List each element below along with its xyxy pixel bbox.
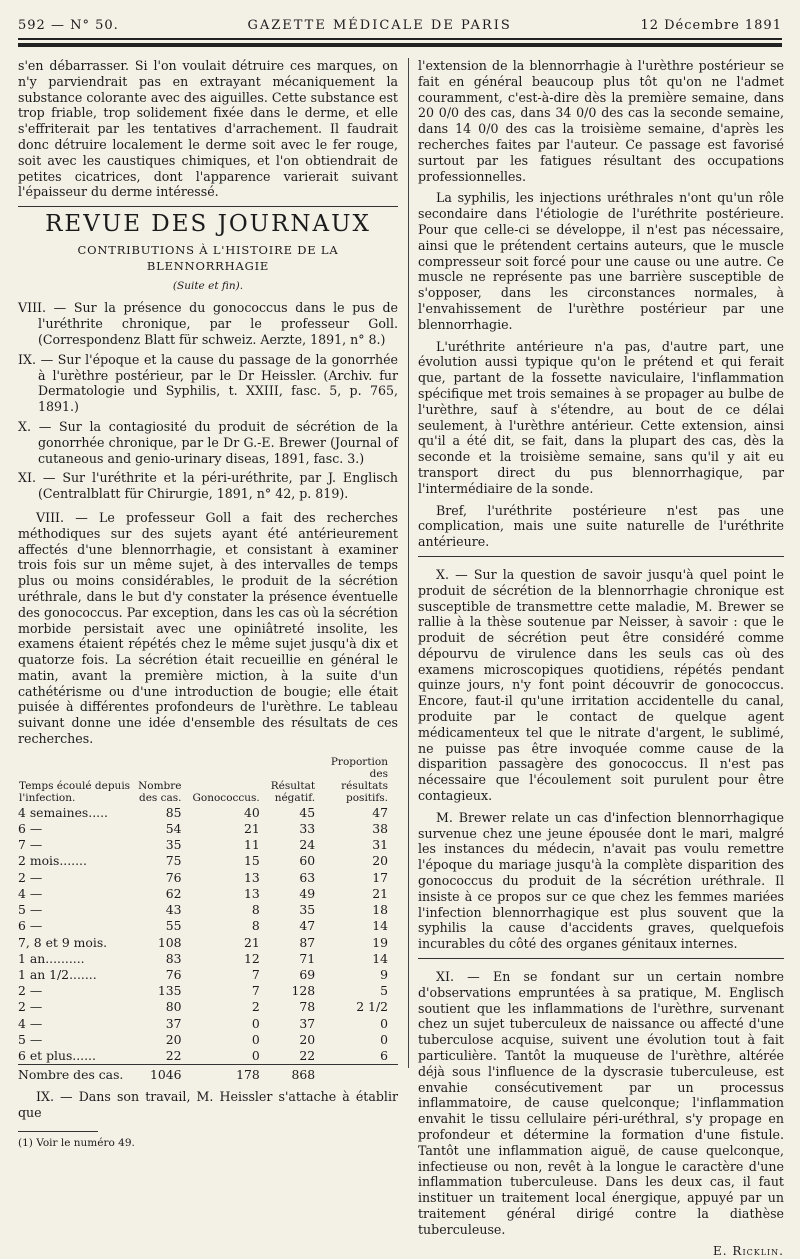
table-cell: 6 bbox=[380, 1047, 388, 1063]
table-cell: 47 bbox=[372, 804, 388, 820]
table-cell: 1046 bbox=[137, 1065, 191, 1084]
table-header-cell: Gonococcus. bbox=[192, 791, 260, 804]
table-cell: 13 bbox=[243, 869, 260, 885]
paragraph-ix-cont: l'extension de la blennorrhagie à l'urèthre postérieur se fait en général beaucoup plus tôt qu'on ne l'admet couramment, c'est-à-dire dès la première semaine, dans 20 0/0 des cas, dans 34 0/0 des cas la seconde semaine, dans 14 0/0 des cas la troisième semaine, d'après les recherches faites par l'auteur. Ce passage est favorisé surtout par les fatigues résultant des occupations professionnelles. bbox=[418, 58, 784, 184]
table-cell: 45 bbox=[299, 804, 316, 820]
table-header-cell: Résultat négatif. bbox=[270, 779, 316, 804]
table-cell: 2 bbox=[251, 999, 260, 1015]
table-cell: 69 bbox=[299, 966, 316, 982]
section-divider bbox=[18, 206, 398, 207]
header-journal-title: GAZETTE MÉDICALE DE PARIS bbox=[247, 17, 512, 33]
table-cell: 5 bbox=[380, 983, 388, 999]
paragraph-ix: IX. — Dans son travail, M. Heissler s'attache à établir que bbox=[18, 1089, 398, 1121]
table-cell: 0 bbox=[251, 1047, 260, 1063]
table-cell: 49 bbox=[299, 885, 316, 901]
table-header-cell: Temps écoulé depuis l'infection. bbox=[19, 779, 131, 804]
table-row bbox=[18, 1032, 398, 1048]
table-cell: 20 bbox=[299, 1031, 316, 1047]
table-header-row bbox=[18, 755, 398, 805]
table-cell: 8 bbox=[251, 918, 260, 934]
suite-note: (Suite et fin). bbox=[172, 279, 244, 292]
table-cell: 83 bbox=[165, 950, 182, 966]
table-row bbox=[18, 1048, 398, 1065]
reference-viii: VIII. — Sur la présence du gonococcus dans le pus de l'uréthrite chronique, par le professeur Goll. (Correspondenz Blatt für schweiz. Aerzte, 1891, n° 8.) bbox=[18, 300, 398, 347]
table-cell: 85 bbox=[165, 804, 182, 820]
table-cell: 38 bbox=[372, 821, 388, 837]
table-cell: 19 bbox=[372, 934, 388, 950]
table-cell: 6 — bbox=[18, 821, 43, 837]
table-cell: 5 — bbox=[18, 902, 43, 918]
table-cell: 22 bbox=[299, 1047, 316, 1063]
table-cell: 9 bbox=[380, 966, 388, 982]
table-row bbox=[18, 935, 398, 951]
table-cell: 2 — bbox=[18, 983, 43, 999]
table-cell: 6 — bbox=[18, 918, 43, 934]
table-cell: 17 bbox=[372, 869, 388, 885]
paragraph-syphilis: La syphilis, les injections uréthrales n'ont qu'un rôle secondaire dans l'étiologie de l'uréthrite postérieure. Pour que celle-ci se développe, il n'est pas nécessaire, ainsi que le prétendent certains auteurs, que le muscle compresseur soit forcé pour une cause ou une autre. Ce muscle ne représente pas une barrière susceptible de s'opposer, dans les circonstances normales, à l'envahissement de l'urèthre postérieur par une blennorrhagie. bbox=[418, 190, 784, 332]
header-date: 12 Décembre 1891 bbox=[640, 17, 782, 33]
table-cell: 868 bbox=[270, 1065, 325, 1084]
table-cell: 7 bbox=[251, 983, 260, 999]
paragraph-tattoo-end: s'en débarrasser. Si l'on voulait détruire ces marques, on n'y parviendrait pas en extrayant mécaniquement la substance colorante avec des aiguilles. Cette substance est trop friable, trop solidement fixée dans le derme, et elle s'effriterait par les tentatives d'arrachement. Il faudrait donc détruire localement le derme soit avec le fer rouge, soit avec les caustiques chimiques, et l'on obtiendrait de petites cicatrices, dont l'apparence varierait suivant l'épaisseur du derme intéressé. bbox=[18, 58, 398, 200]
header-rule-thick bbox=[18, 43, 782, 47]
table-cell: 37 bbox=[299, 1015, 316, 1031]
reference-x: X. — Sur la contagiosité du produit de sécrétion de la gonorrhée chronique, par le Dr G.-E. Brewer (Journal of cutaneous and genio-urinary diseas, 1891, fasc. 3.) bbox=[18, 418, 398, 466]
table-cell: 128 bbox=[291, 983, 316, 999]
table-cell: 43 bbox=[165, 902, 182, 918]
table-cell: 54 bbox=[165, 821, 182, 837]
table-cell: 2 — bbox=[18, 869, 43, 885]
table-cell: 20 bbox=[165, 1031, 182, 1047]
table-row bbox=[18, 886, 398, 902]
table-cell: 2 1/2 bbox=[356, 999, 388, 1015]
table-row bbox=[18, 1016, 398, 1032]
paragraph-anterior: L'uréthrite antérieure n'a pas, d'autre part, une évolution aussi typique qu'on le prétend et qui ferait que, partant de la fossette naviculaire, l'inflammation spécifique met trois semaines à se propager au bulbe de l'urèthre, sauf à s'étendre, au bout de ce délai seulement, à l'urèthre antérieur. Cette extension, ainsi qu'il a été dit, se fait, dans la plupart des cas, dès la seconde et la troisième semaine, sans qu'il y ait eu transport direct du pus blennorrhagique, par l'intermédiaire de la sonde. bbox=[418, 338, 784, 496]
table-cell: 71 bbox=[299, 950, 316, 966]
table-cell: 21 bbox=[372, 885, 388, 901]
table-cell: 63 bbox=[299, 869, 316, 885]
table-cell: 80 bbox=[165, 999, 182, 1015]
table-row bbox=[18, 951, 398, 967]
table-cell bbox=[325, 1065, 398, 1084]
table-cell: 13 bbox=[243, 885, 260, 901]
table-cell: 21 bbox=[243, 821, 260, 837]
header-page-number: 592 — N° 50. bbox=[18, 17, 119, 33]
table-cell: 15 bbox=[243, 853, 260, 869]
paragraph-conclusion: Bref, l'uréthrite postérieure n'est pas une complication, mais une suite naturelle de l'uréthrite antérieure. bbox=[418, 502, 784, 550]
table-header-cell: Proportion des résultats positifs. bbox=[330, 755, 388, 804]
table-cell: 1 an 1/2....... bbox=[18, 966, 97, 982]
paragraph-x: X. — Sur la question de savoir jusqu'à quel point le produit de sécrétion de la blennorrhagie chronique est susceptible de transmettre cette maladie, M. Brewer se rallie à la thèse soutenue par Neisser, à savoir : que le produit de sécrétion peut être considéré comme dépourvu de virulence dans les seuls cas où des examens microscopiques quotidiens, répétés pendant quinze jours, n'y font point découvrir de gonococcus. Encore, faut-il qu'une irritation accidentelle du canal, produite par le contact de quelque agent médicamenteux tel que le nitrate d'argent, le sublimé, ne puisse pas être invoquée comme cause de la disparition passagère des gonococcus. Il n'est pas nécessaire que l'écoulement soit purulent pour être contagieux. bbox=[418, 566, 784, 804]
table-row bbox=[18, 902, 398, 918]
table-cell: 31 bbox=[372, 837, 388, 853]
table-row bbox=[18, 870, 398, 886]
table-cell: 55 bbox=[165, 918, 182, 934]
table-cell: 7, 8 et 9 mois. bbox=[18, 934, 108, 950]
author-signature: E. Ricklin. bbox=[713, 1243, 784, 1258]
table-cell: 1 an.......... bbox=[18, 950, 85, 966]
table-cell: 4 — bbox=[18, 1015, 43, 1031]
table-cell: 35 bbox=[299, 902, 316, 918]
table-cell: 40 bbox=[243, 804, 260, 820]
table-cell: 78 bbox=[299, 999, 316, 1015]
paragraph-xi: XI. — En se fondant sur un certain nombre d'observations empruntées à sa pratique, M. Englisch soutient que les inflammations de l'urèthre, survenant chez un sujet tuberculeux de naissance ou affecté d'une tuberculose acquise, suivent une évolution tout à fait particulière. Tantôt la muqueuse de l'urèthre, altérée déjà sous l'influence de la dyscrasie tuberculeuse, est envahie consécutivement par un processus inflammatoire, de cause quelconque; l'inflammation envahit le tissu cellulaire péri-uréthral, s'y propage en profondeur et détermine la formation d'une fistule. Tantôt une inflammation aiguë, de cause quelconque, infectieuse ou non, revêt à la longue le caractère d'une inflammation tuberculeuse. Dans les deux cas, il faut instituer un traitement local énergique, appuyé par un traitement général dirigé contre la diathèse tuberculeuse. bbox=[418, 969, 784, 1237]
table-row bbox=[18, 999, 398, 1015]
table-cell: 87 bbox=[299, 934, 316, 950]
table-row bbox=[18, 918, 398, 934]
table-cell: 7 bbox=[251, 966, 260, 982]
table-cell: 18 bbox=[372, 902, 388, 918]
table-cell: 21 bbox=[243, 934, 260, 950]
right-column bbox=[418, 58, 784, 1259]
table-cell: 7 — bbox=[18, 837, 43, 853]
table-cell: 12 bbox=[243, 950, 260, 966]
table-header-cell: Nombre des cas. bbox=[138, 779, 182, 804]
table-cell: 62 bbox=[165, 885, 182, 901]
column-divider bbox=[408, 58, 409, 1068]
section-divider bbox=[418, 556, 784, 557]
reference-xi: XI. — Sur l'uréthrite et la péri-uréthrite, par J. Englisch (Centralblatt für Chirurgie, 1891, n° 42, p. 819). bbox=[18, 470, 398, 502]
table-cell: 60 bbox=[299, 853, 316, 869]
page-header bbox=[18, 14, 782, 36]
table-cell: 35 bbox=[165, 837, 182, 853]
table-cell: 76 bbox=[165, 966, 182, 982]
table-cell: 22 bbox=[165, 1047, 182, 1063]
table-cell: 0 bbox=[380, 1015, 388, 1031]
table-cell: 5 — bbox=[18, 1031, 43, 1047]
table-row bbox=[18, 983, 398, 999]
section-title: REVUE DES JOURNAUX bbox=[45, 211, 371, 238]
table-cell: 14 bbox=[372, 950, 388, 966]
table-cell: 4 — bbox=[18, 885, 43, 901]
table-cell: 14 bbox=[372, 918, 388, 934]
reference-ix: IX. — Sur l'époque et la cause du passage de la gonorrhée à l'urèthre postérieur, par le Dr Heissler. (Archiv. fur Dermatologie und Syphilis, t. XXIII, fasc. 5, p. 765, 1891.) bbox=[18, 351, 398, 415]
table-cell: 11 bbox=[243, 837, 260, 853]
table-cell: 4 semaines..... bbox=[18, 804, 108, 820]
table-cell: 2 mois....... bbox=[18, 853, 87, 869]
table-body bbox=[18, 805, 398, 1065]
paragraph-brewer-case: M. Brewer relate un cas d'infection blennorrhagique survenue chez une jeune épousée dont le mari, malgré les instances du médecin, n'avait pas voulu remettre l'époque du mariage jusqu'à la complète disparition des gonococcus du produit de la sécrétion uréthrale. Il insiste à ce propos sur ce que chez les femmes mariées l'infection blennorrhagique est plus souvent que la syphilis la cause d'accidents graves, quelquefois incurables du côté des organes génitaux internes. bbox=[418, 809, 784, 952]
table-cell: 33 bbox=[299, 821, 316, 837]
table-cell: 0 bbox=[251, 1031, 260, 1047]
section-subtitle: CONTRIBUTIONS À L'HISTOIRE DE LA BLENNORRHAGIE bbox=[77, 242, 339, 273]
table-cell: 75 bbox=[165, 853, 182, 869]
table-row bbox=[18, 837, 398, 853]
left-column bbox=[18, 58, 398, 1152]
footnote: (1) Voir le numéro 49. bbox=[18, 1136, 135, 1149]
table-cell: 76 bbox=[165, 869, 182, 885]
table-row bbox=[18, 967, 398, 983]
table-cell: 24 bbox=[299, 837, 316, 853]
header-rule-thin bbox=[18, 38, 782, 40]
table-cell: 135 bbox=[157, 983, 182, 999]
table-cell: 37 bbox=[165, 1015, 182, 1031]
table-row bbox=[18, 853, 398, 869]
footnote-rule bbox=[18, 1131, 98, 1132]
table-cell: 8 bbox=[251, 902, 260, 918]
table-row bbox=[18, 805, 398, 821]
section-divider bbox=[418, 958, 784, 959]
table-cell: 108 bbox=[157, 934, 182, 950]
table-cell: 0 bbox=[251, 1015, 260, 1031]
table-row bbox=[18, 821, 398, 837]
table-cell: 178 bbox=[192, 1065, 270, 1084]
table-total-row bbox=[18, 1065, 398, 1084]
table-cell: 0 bbox=[380, 1031, 388, 1047]
paragraph-viii: VIII. — Le professeur Goll a fait des recherches méthodiques sur des sujets ayant été antérieurement affectés d'une blennorrhagie, et consistant à examiner trois fois sur un même sujet, à des intervalles de temps plus ou moins considérables, le produit de la sécrétion uréthrale, dans le but d'y constater la présence éventuelle des gonococcus. Par exception, dans les cas où la sécrétion morbide persistait avec une opiniâtreté insolite, les examens étaient répétés chez le même sujet jusqu'à dix et quatorze fois. La sécrétion était recueillie en général le matin, avant la première miction, à la suite d'un cathétérisme ou d'une introduction de bougie; elle était puisée à différentes profondeurs de l'urèthre. Le tableau suivant donne une idée d'ensemble des résultats de ces recherches. bbox=[18, 509, 398, 747]
table-cell: 6 et plus...... bbox=[18, 1047, 96, 1063]
table-cell: 47 bbox=[299, 918, 316, 934]
table-cell: Nombre des cas. bbox=[18, 1065, 137, 1084]
results-table bbox=[18, 755, 398, 1083]
table-cell: 2 — bbox=[18, 999, 43, 1015]
table-cell: 20 bbox=[372, 853, 388, 869]
